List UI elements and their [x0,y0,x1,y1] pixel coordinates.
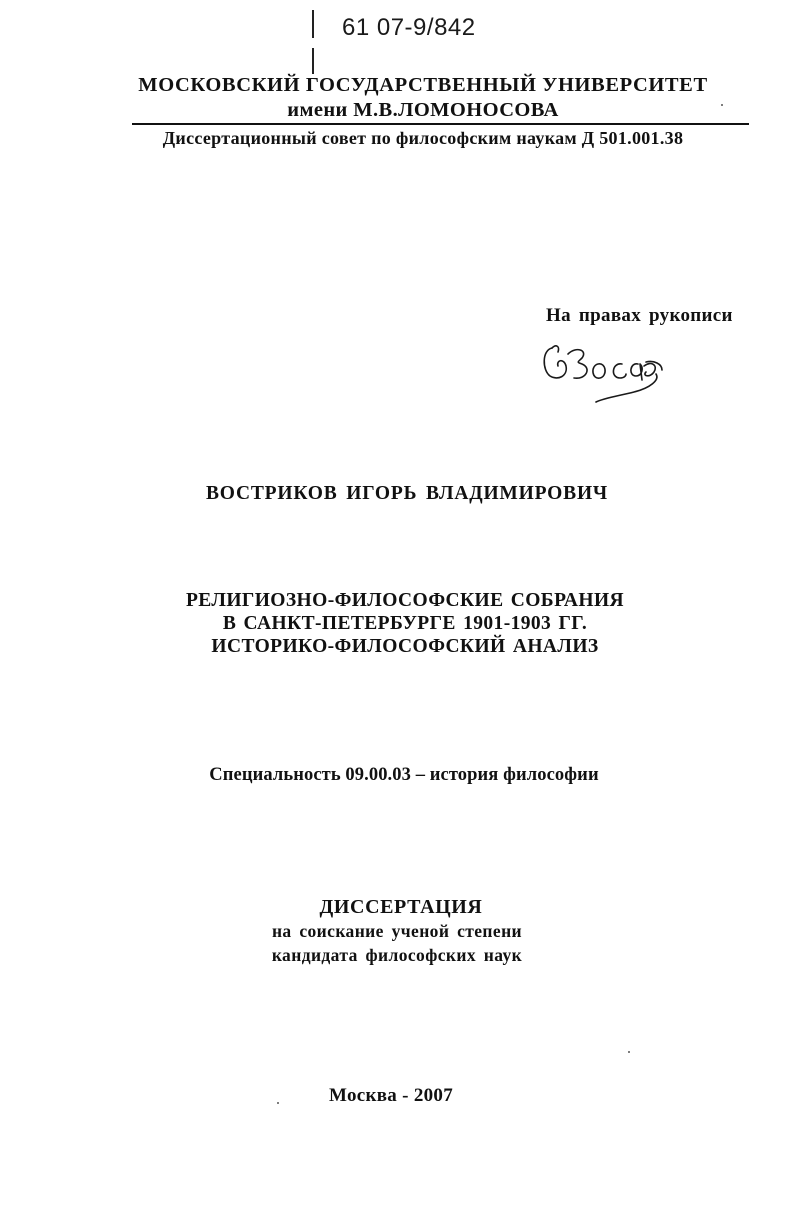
document-type: ДИССЕРТАЦИЯ [319,896,483,918]
dissertation-title-line: В САНКТ-ПЕТЕРБУРГЕ 1901-1903 ГГ. [222,613,588,634]
author-name: ВОСТРИКОВ ИГОРЬ ВЛАДИМИРОВИЧ [205,483,609,504]
specialty-line: Специальность 09.00.03 – история философии [209,765,599,785]
university-name: МОСКОВСКИЙ ГОСУДАРСТВЕННЫЙ УНИВЕРСИТЕТ [138,74,708,96]
scan-speck [277,1102,279,1104]
manuscript-rights-note: На правах рукописи [546,305,733,326]
scan-line-mid [312,48,314,74]
dissertation-title-line: ИСТОРИКО-ФИЛОСОФСКИЙ АНАЛИЗ [211,636,599,657]
scan-speck [628,1051,630,1053]
degree-line: кандидата философских наук [271,945,523,965]
scan-line-top [312,10,314,38]
degree-line: на соискание ученой степени [271,921,523,941]
university-subname: имени М.В.ЛОМОНОСОВА [287,99,559,121]
city-year: Москва - 2007 [328,1085,454,1106]
handwritten-signature [538,336,668,408]
dissertation-council: Диссертационный совет по философским наукам Д 501.001.38 [162,128,684,148]
header-divider [132,123,749,125]
dissertation-title-line: РЕЛИГИОЗНО-ФИЛОСОФСКИЕ СОБРАНИЯ [185,590,625,611]
scan-speck [721,104,723,106]
archive-code: 61 07-9/842 [342,14,476,41]
